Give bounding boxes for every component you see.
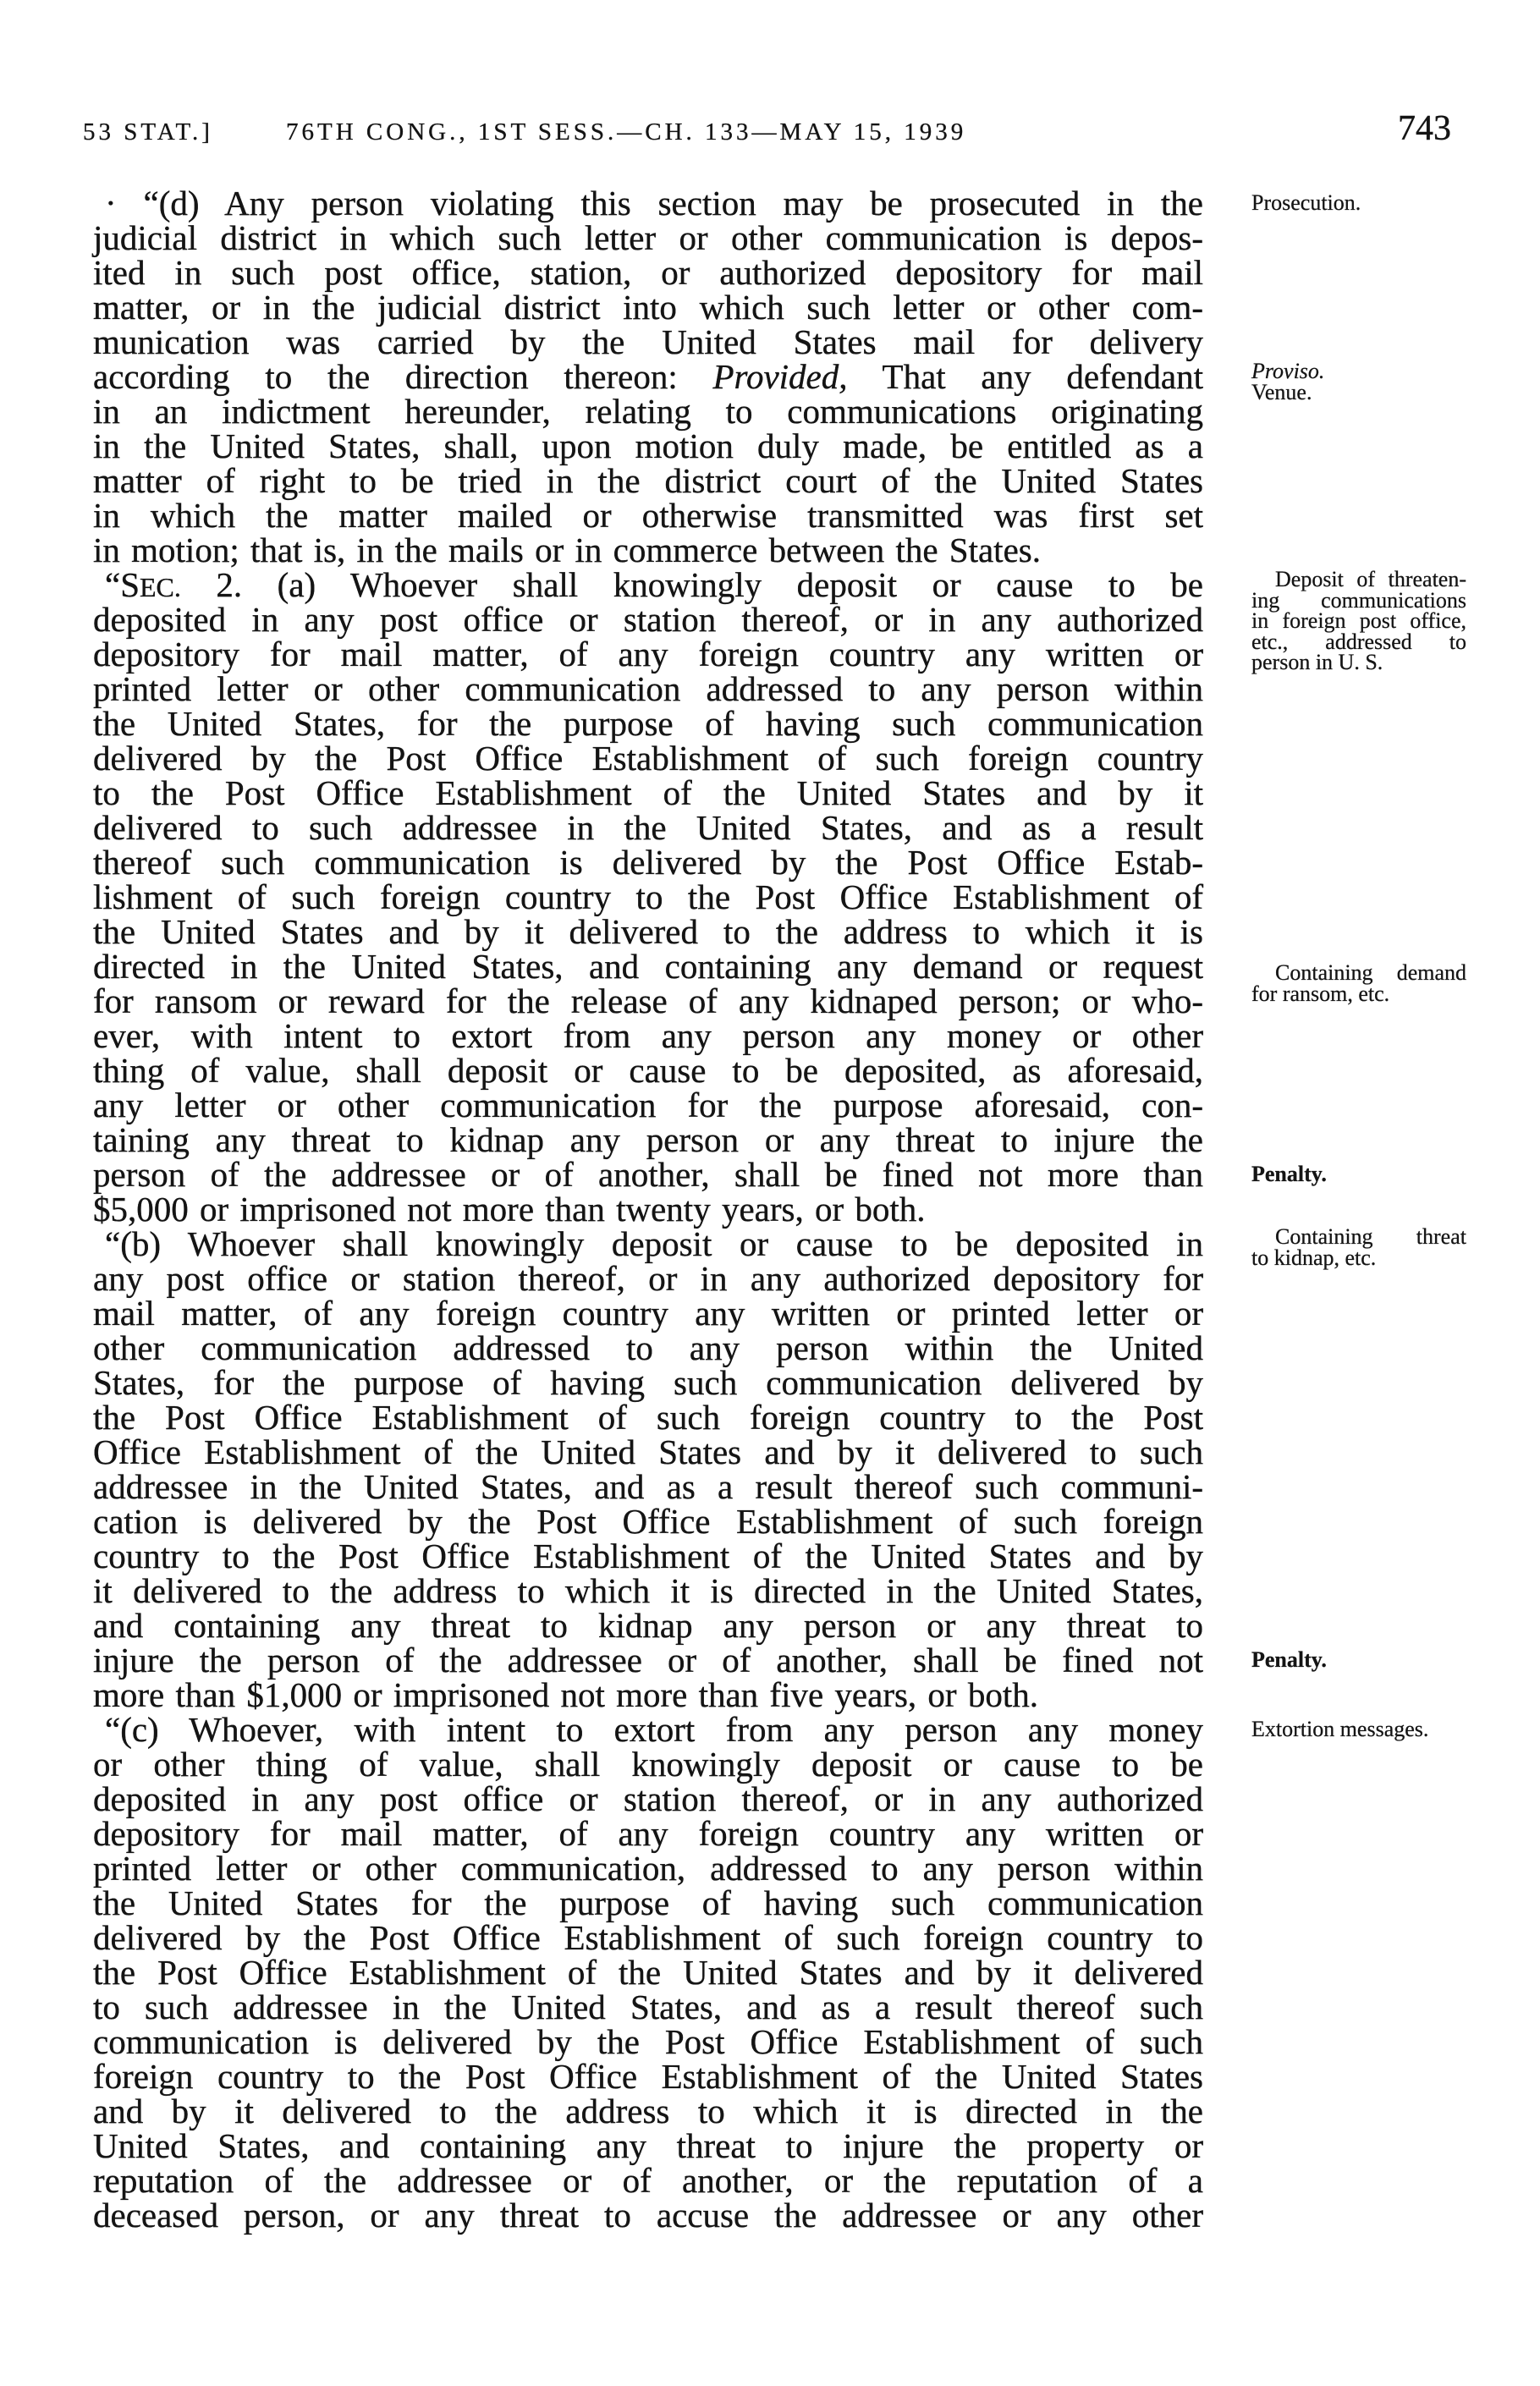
body-line: $5,000 or imprisoned not more than twenty years, or both.: [93, 1190, 926, 1229]
margin-note-prosecution: [1251, 190, 1466, 215]
body-line: country to the Post Office Establishment of the United States and by: [93, 1537, 1203, 1575]
margin-note-line: Prosecution.: [1251, 190, 1361, 215]
margin-note-line: Containing demand: [1275, 960, 1466, 985]
margin-note-line: etc., addressed to: [1251, 629, 1466, 654]
text-run: according to the direction thereon:: [93, 357, 713, 396]
body-line: lishment of such foreign country to the Post Office Establishment of: [93, 877, 1203, 916]
margin-note-demand: [1251, 960, 1466, 1006]
body-line: delivered by the Post Office Establishment of such foreign country to: [93, 1918, 1203, 1957]
body-line: printed letter or other communication, addressed to any person within: [93, 1849, 1203, 1888]
text-run: 2. (a) Whoever shall knowingly deposit or cause to be: [180, 565, 1203, 604]
text-run: That any defendant: [847, 357, 1204, 396]
body-text: [93, 186, 1203, 2233]
body-line: in motion; that is, in the mails or in commerce between the States.: [93, 531, 1041, 569]
body-line: communication is delivered by the Post Office Establishment of such: [93, 2022, 1203, 2061]
body-line: ever, with intent to extort from any person any money or other: [93, 1016, 1203, 1055]
margin-note-line: for ransom, etc.: [1251, 981, 1390, 1006]
body-line: · “(d) Any person violating this section may be prosecuted in the: [105, 184, 1203, 223]
body-line: [93, 357, 1204, 396]
body-line: the United States, for the purpose of having such communication: [93, 704, 1203, 743]
body-line: deposited in any post office or station thereof, or in any authorized: [93, 1779, 1203, 1818]
body-line: cation is delivered by the Post Office Establishment of such foreign: [93, 1502, 1203, 1541]
margin-note-line: to kidnap, etc.: [1251, 1245, 1377, 1270]
body-line: for ransom or reward for the release of any kidnaped person; or who-: [93, 981, 1203, 1020]
body-line: delivered by the Post Office Establishment of such foreign country: [93, 739, 1203, 778]
body-line: judicial district in which such letter or other communication is depos-: [93, 218, 1203, 257]
body-line: the United States and by it delivered to the address to which it is: [93, 912, 1203, 951]
body-line: in an indictment hereunder, relating to communications originating: [93, 392, 1203, 431]
margin-note-penalty: [1251, 1164, 1466, 1185]
body-line: taining any threat to kidnap any person or any threat to injure the: [93, 1120, 1203, 1159]
body-line: any letter or other communication for the purpose aforesaid, con-: [93, 1086, 1203, 1124]
body-line: mail matter, of any foreign country any written or printed letter or: [93, 1294, 1203, 1333]
italic-text: Provided,: [712, 357, 848, 396]
body-line: “(b) Whoever shall knowingly deposit or cause to be deposited in: [105, 1224, 1203, 1263]
margin-note-line: Deposit of threaten-: [1275, 567, 1466, 591]
body-line: depository for mail matter, of any foreign country any written or: [93, 635, 1203, 673]
body-line: ited in such post office, station, or authorized depository for mail: [93, 253, 1203, 292]
body-line: to such addressee in the United States, and as a result thereof such: [93, 1987, 1203, 2026]
body-line: thing of value, shall deposit or cause to be deposited, as aforesaid,: [93, 1051, 1203, 1090]
margin-note-extortion: [1251, 1719, 1466, 1740]
body-line: depository for mail matter, of any foreign country any written or: [93, 1814, 1203, 1853]
body-line: reputation of the addressee or of another, or the reputation of a: [93, 2161, 1203, 2200]
body-line: other communication addressed to any person within the United: [93, 1328, 1203, 1367]
margin-note-deposit: [1251, 569, 1466, 673]
page-number: 743: [1398, 109, 1451, 148]
margin-note-line: Proviso.: [1251, 359, 1325, 383]
body-line: [93, 565, 1203, 604]
small-caps-text: EC.: [140, 573, 181, 602]
margin-note-line: Penalty.: [1251, 1647, 1327, 1672]
body-line: and by it delivered to the address to which it is directed in the: [93, 2092, 1203, 2130]
body-line: the Post Office Establishment of the United States and by it delivered: [93, 1953, 1203, 1992]
body-line: deposited in any post office or station thereof, or in any authorized: [93, 600, 1203, 639]
margin-note-venue: [1251, 382, 1466, 404]
body-line: deceased person, or any threat to accuse the addressee or any other: [93, 2196, 1203, 2235]
margin-note-line: Penalty.: [1251, 1162, 1327, 1186]
margin-note-penalty: [1251, 1647, 1466, 1672]
body-line: delivered to such addressee in the United States, and as a result: [93, 808, 1203, 847]
margin-note-line: ing communications: [1251, 587, 1466, 613]
body-line: thereof such communication is delivered by the Post Office Estab-: [93, 843, 1203, 882]
margin-note-line: Venue.: [1251, 380, 1312, 404]
margin-note-line: in foreign post office,: [1251, 608, 1466, 633]
body-line: more than $1,000 or imprisoned not more than five years, or both.: [93, 1675, 1038, 1714]
body-line: in which the matter mailed or otherwise transmitted was first set: [93, 496, 1203, 535]
body-line: or other thing of value, shall knowingly deposit or cause to be: [93, 1745, 1203, 1784]
running-head-session: 76TH CONG., 1ST SESS.—CH. 133—MAY 15, 1939: [286, 118, 967, 146]
body-line: the United States for the purpose of having such communication: [93, 1883, 1203, 1922]
body-line: Office Establishment of the United States and by it delivered to such: [93, 1432, 1203, 1471]
text-run: “S: [105, 565, 140, 604]
body-line: and containing any threat to kidnap any person or any threat to: [93, 1606, 1203, 1645]
body-line: United States, and containing any threat to injure the property or: [93, 2126, 1203, 2165]
body-line: matter, or in the judicial district into which such letter or other com-: [93, 288, 1203, 327]
margin-note-threat: [1251, 1224, 1466, 1270]
body-line: munication was carried by the United States mail for delivery: [93, 322, 1203, 361]
body-line: matter of right to be tried in the district court of the United States: [93, 461, 1203, 500]
body-line: directed in the United States, and containing any demand or request: [93, 947, 1203, 986]
margin-note-line: person in U. S.: [1251, 650, 1383, 674]
body-line: addressee in the United States, and as a result thereof such communi-: [93, 1467, 1203, 1506]
body-line: in the United States, shall, upon motion duly made, be entitled as a: [93, 426, 1203, 465]
body-line: it delivered to the address to which it is directed in the United States,: [93, 1571, 1203, 1610]
body-line: person of the addressee or of another, shall be fined not more than: [93, 1155, 1203, 1194]
body-line: the Post Office Establishment of such foreign country to the Post: [93, 1398, 1203, 1437]
margin-note-line: Extortion messages.: [1251, 1717, 1429, 1741]
body-line: “(c) Whoever, with intent to extort from any person any money: [105, 1710, 1203, 1749]
body-line: foreign country to the Post Office Establishment of the United States: [93, 2057, 1203, 2096]
margin-note-proviso: [1251, 361, 1466, 382]
body-line: any post office or station thereof, or in any authorized depository for: [93, 1259, 1203, 1298]
body-line: States, for the purpose of having such communication delivered by: [93, 1363, 1203, 1402]
running-head-volume: 53 STAT.]: [83, 118, 213, 146]
body-line: to the Post Office Establishment of the United States and by it: [93, 773, 1203, 812]
body-line: injure the person of the addressee or of another, shall be fined not: [93, 1641, 1203, 1680]
body-line: printed letter or other communication addressed to any person within: [93, 669, 1203, 708]
margin-note-line: Containing threat: [1275, 1224, 1466, 1249]
